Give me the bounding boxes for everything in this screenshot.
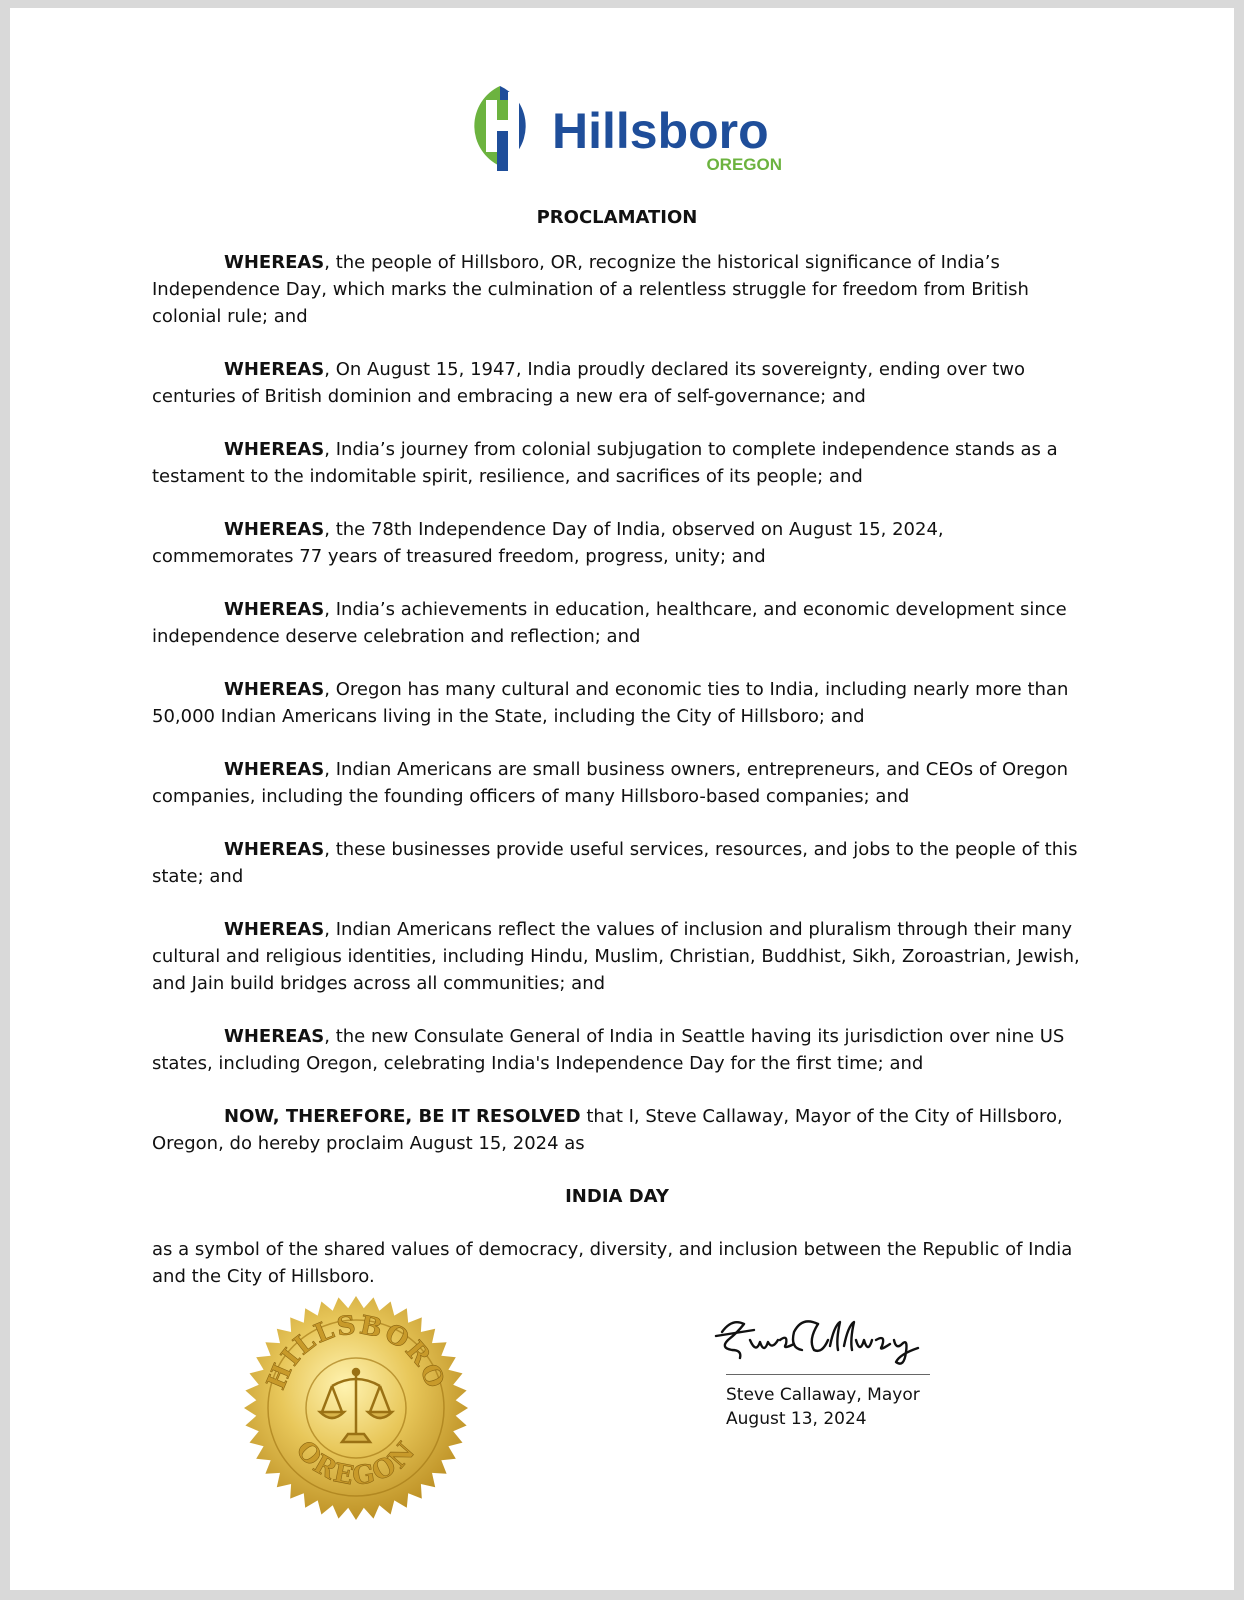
whereas-paragraph: WHEREAS, these businesses provide useful services, resources, and jobs to the people of this state; and — [152, 839, 1078, 887]
city-seal — [242, 1294, 470, 1522]
seal-bottom-text: OREGON — [289, 1435, 423, 1492]
india-day-title: INDIA DAY — [565, 1186, 669, 1207]
proclamation-page — [10, 8, 1234, 1590]
whereas-paragraph: WHEREAS, Indian Americans reflect the values of inclusion and pluralism through their many cultural and religious identities, including Hindu, Muslim, Christian, Buddhist, Sikh, Zoroastrian, Jewish, and Jain build bridges across all communities; and — [152, 919, 1080, 994]
whereas-paragraph: WHEREAS, the people of Hillsboro, OR, recognize the historical significance of India’s Independence Day, which marks the culmination of a relentless struggle for freedom from British colonial rule; and — [152, 252, 1029, 327]
proclamation-body — [152, 204, 1082, 1316]
hillsboro-h-mark-icon — [474, 86, 525, 171]
hillsboro-logo — [456, 74, 796, 186]
resolved-paragraph: NOW, THEREFORE, BE IT RESOLVED that I, Steve Callaway, Mayor of the City of Hillsboro, Oregon, do hereby proclaim August 15, 2024 as — [152, 1106, 1063, 1154]
signature-line — [726, 1374, 930, 1375]
signer-name-title: Steve Callaway, Mayor — [726, 1385, 920, 1405]
handwritten-signature — [710, 1310, 950, 1372]
whereas-paragraph: WHEREAS, Indian Americans are small business owners, entrepreneurs, and CEOs of Oregon companies, including the founding officers of many Hillsboro-based companies; and — [152, 759, 1069, 807]
signature-date: August 13, 2024 — [726, 1409, 867, 1429]
whereas-paragraph: WHEREAS, India’s achievements in education, healthcare, and economic development since independence deserve celebration and reflection; and — [152, 599, 1067, 647]
logo-wordmark: Hillsboro — [552, 103, 769, 159]
whereas-paragraph: WHEREAS, On August 15, 1947, India proudly declared its sovereignty, ending over two centuries of British dominion and embracing a new era of self-governance; and — [152, 359, 1025, 407]
whereas-paragraph: WHEREAS, the new Consulate General of India in Seattle having its jurisdiction over nine US states, including Oregon, celebrating India's Independence Day for the first time; and — [152, 1026, 1065, 1074]
page-title: PROCLAMATION — [536, 207, 698, 228]
signature-block — [710, 1310, 970, 1431]
whereas-paragraph: WHEREAS, Oregon has many cultural and economic ties to India, including nearly more than 50,000 Indian Americans living in the State, including the City of Hillsboro; and — [152, 679, 1069, 727]
logo-subtitle: OREGON — [706, 155, 782, 174]
seal-top-text: HILLSBORO — [261, 1310, 451, 1395]
whereas-paragraph: WHEREAS, the 78th Independence Day of India, observed on August 15, 2024, commemorates 77 years of treasured freedom, progress, unity; and — [152, 519, 944, 567]
whereas-paragraph: WHEREAS, India’s journey from colonial subjugation to complete independence stands as a testament to the indomitable spirit, resilience, and sacrifices of its people; and — [152, 439, 1058, 487]
closing-paragraph: as a symbol of the shared values of democracy, diversity, and inclusion between the Republic of India and the City of Hillsboro. — [152, 1239, 1073, 1287]
